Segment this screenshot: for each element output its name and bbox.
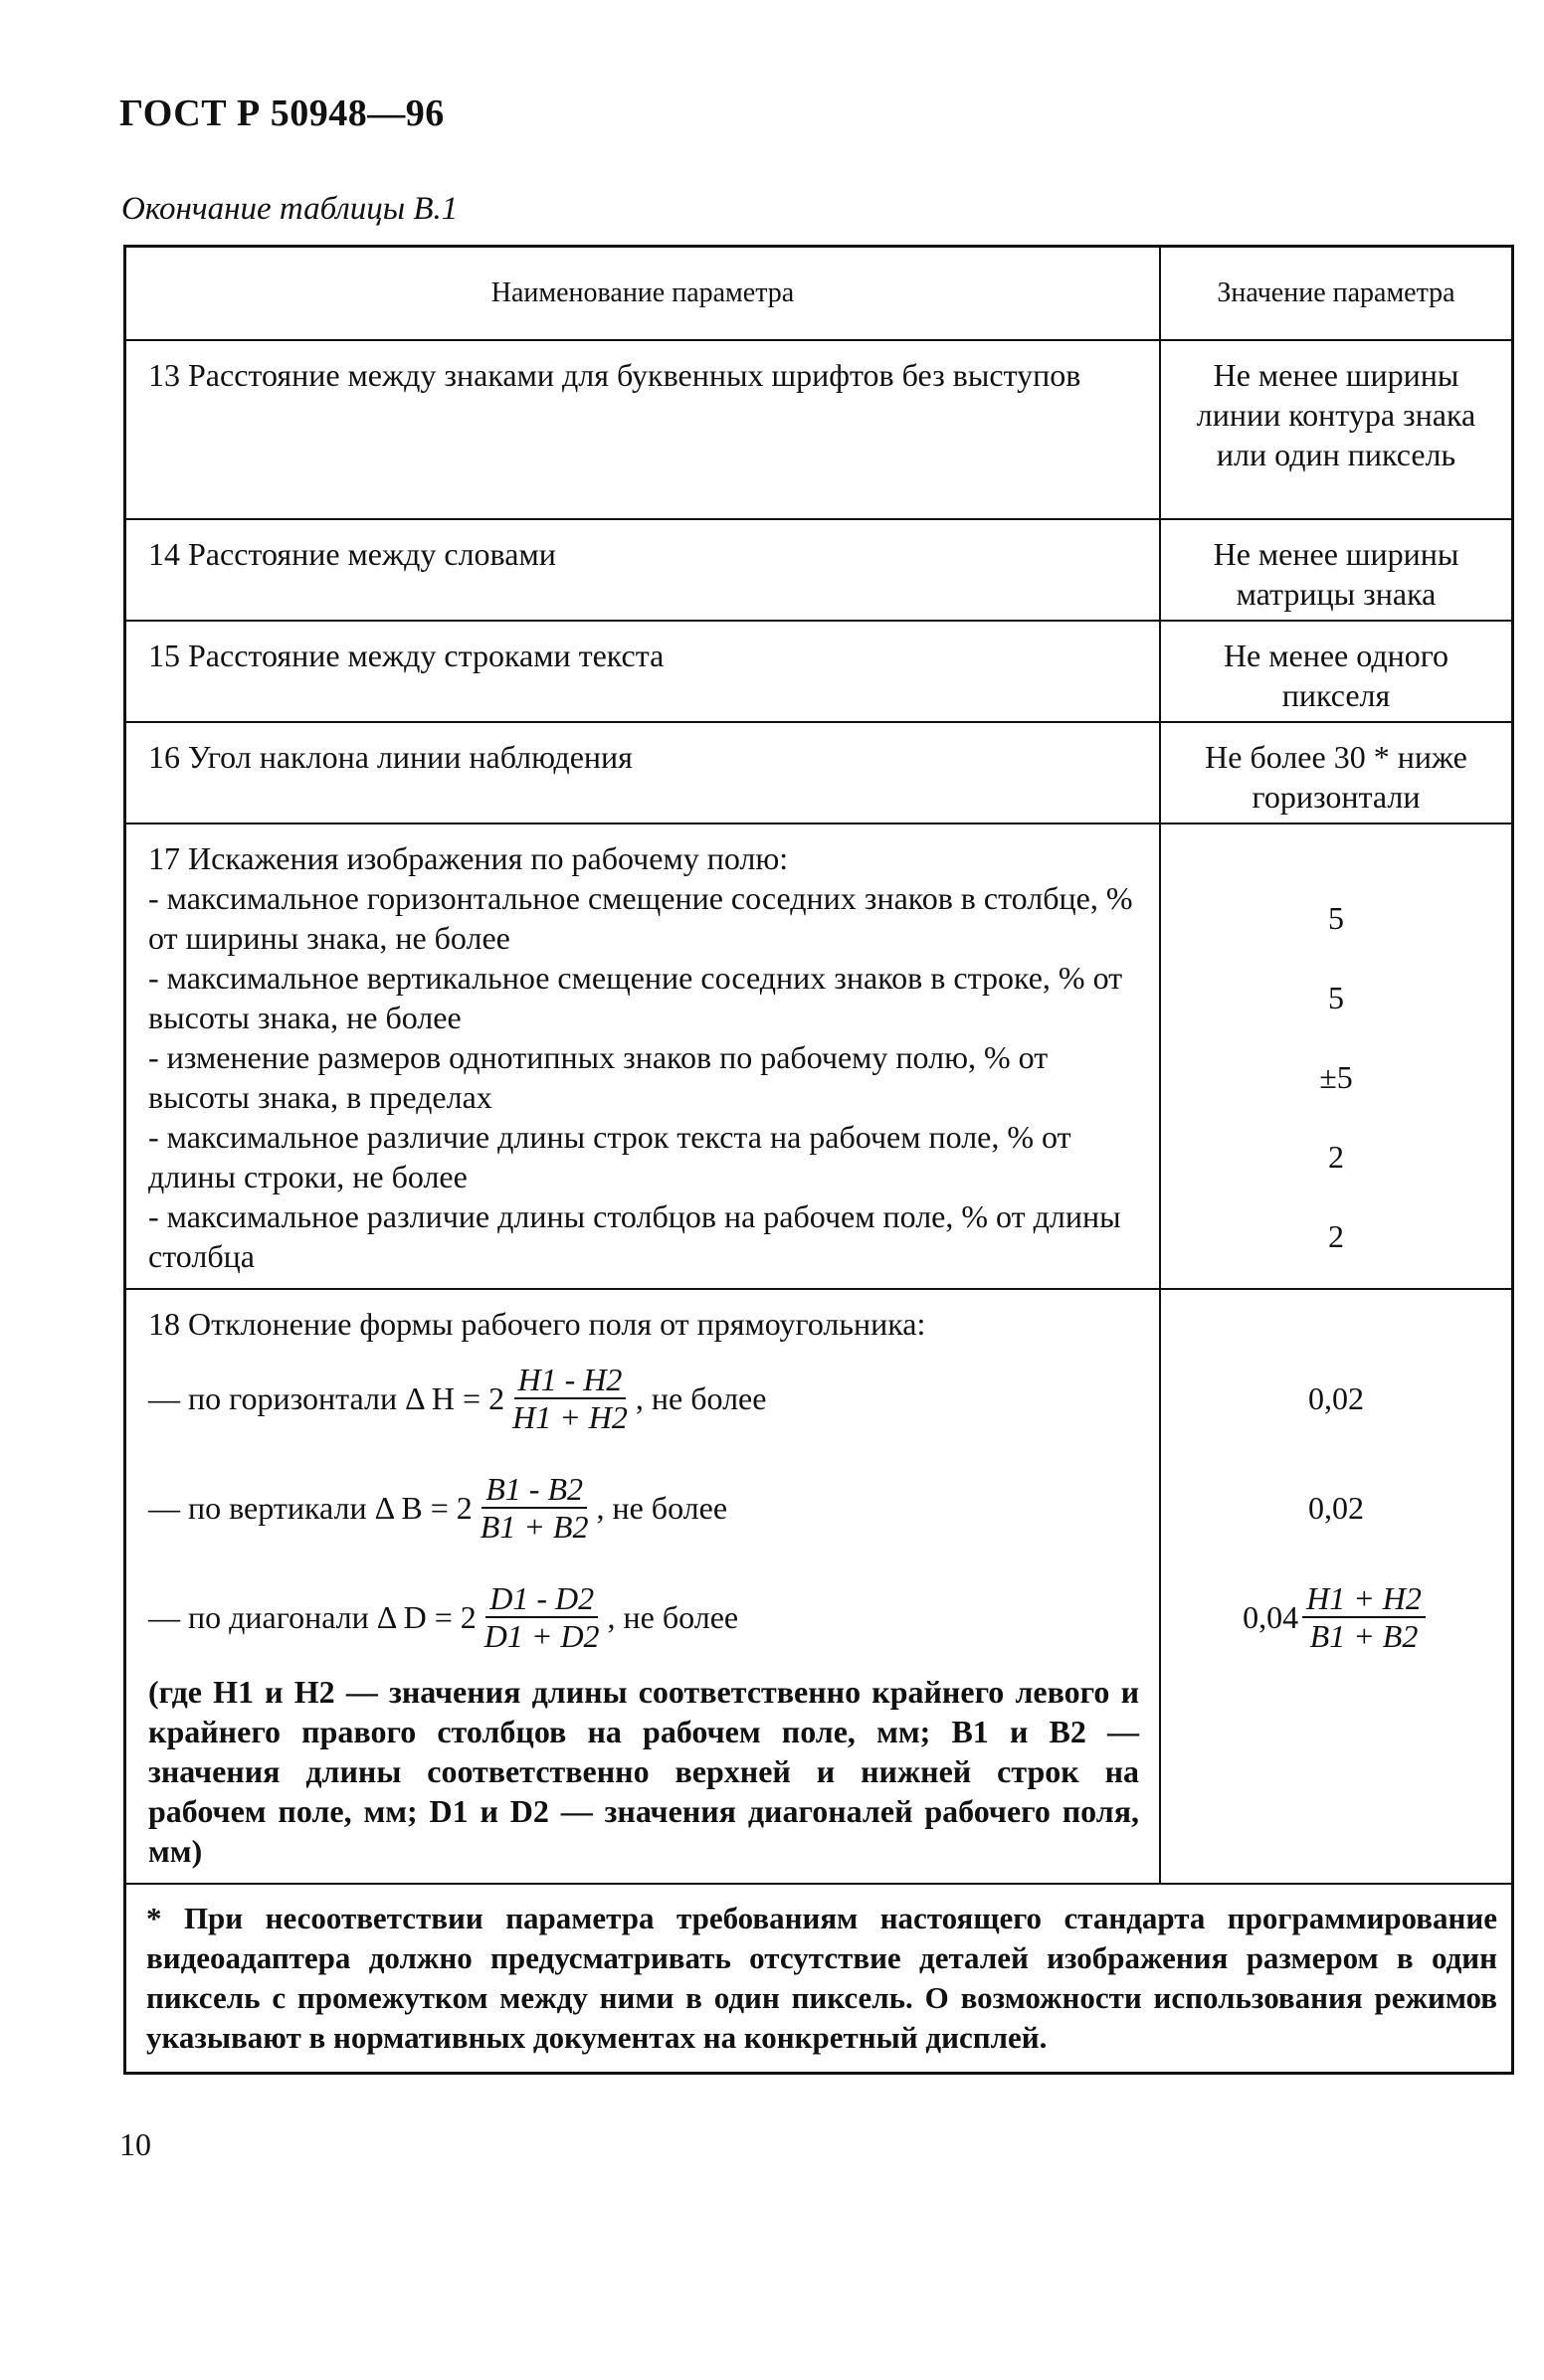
param-name: 13 Расстояние между знаками для буквенных шрифтов без выступов bbox=[126, 341, 1161, 518]
param-value: Не более 30 * ниже горизонтали bbox=[1205, 739, 1467, 815]
value-vertical: 0,02 bbox=[1308, 1490, 1364, 1526]
param-name-17 bbox=[126, 824, 1161, 1288]
table-footnote: * При несоответствии параметра требованиям настоящего стандарта программирование видеоадаптера должно предусматривать отсутствие деталей изображения размером в один пиксель с промежутком между ними в один пиксель. О возможности использования режимов указывают в нормативных документах на конкретный дисплей. bbox=[146, 1901, 1497, 2055]
fraction bbox=[508, 1362, 632, 1435]
parameters-table bbox=[123, 245, 1514, 2075]
table-row bbox=[126, 341, 1511, 520]
row17-title: 17 Искажения изображения по рабочему полю: bbox=[148, 840, 789, 876]
formula-suffix: , не более bbox=[596, 1490, 728, 1526]
table-row-18 bbox=[126, 1290, 1511, 1885]
row17-value: 2 bbox=[1328, 1218, 1344, 1254]
formula-prefix: — по горизонтали Δ H = 2 bbox=[148, 1380, 505, 1416]
fraction bbox=[1302, 1580, 1426, 1654]
formula-prefix: — по вертикали Δ B = 2 bbox=[148, 1490, 473, 1526]
value-horizontal: 0,02 bbox=[1308, 1380, 1364, 1416]
row17-item: - максимальное вертикальное смещение соседних знаков в строке, % от высоты знака, не более bbox=[148, 960, 1123, 1035]
row17-item: - максимальное различие длины столбцов на рабочем поле, % от длины столбца bbox=[148, 1198, 1121, 1274]
row18-title: 18 Отклонение формы рабочего поля от прямоугольника: bbox=[148, 1306, 926, 1342]
param-value: Не менее ширины линии контура знака или один пиксель bbox=[1196, 357, 1476, 472]
param-value: Не менее одного пикселя bbox=[1223, 638, 1449, 713]
row17-item: - максимальное горизонтальное смещение соседних знаков в столбце, % от ширины знака, не более bbox=[148, 880, 1133, 956]
table-header-row bbox=[126, 248, 1511, 341]
fraction-numerator: H1 + H2 bbox=[1302, 1580, 1426, 1618]
param-value: Не менее ширины матрицы знака bbox=[1213, 536, 1459, 612]
fraction bbox=[481, 1580, 604, 1654]
param-name: 16 Угол наклона линии наблюдения bbox=[126, 723, 1161, 823]
row18-note: (где H1 и H2 — значения длины соответственно крайнего левого и крайнего правого столбцов на рабочем поле, мм; B1 и B2 — значения длины соответственно верхней и нижней строк на рабочем поле, мм; D1 и D2 — значения диагоналей рабочего поля, мм) bbox=[148, 1674, 1139, 1869]
value-prefix: 0,04 bbox=[1243, 1599, 1299, 1635]
formula-horizontal bbox=[148, 1344, 1139, 1453]
fraction-numerator: D1 - D2 bbox=[485, 1580, 598, 1618]
column-header-value: Значение параметра bbox=[1217, 277, 1455, 308]
row17-value: 2 bbox=[1328, 1139, 1344, 1175]
value-diagonal bbox=[1169, 1562, 1503, 1672]
page-number: 10 bbox=[119, 2126, 151, 2162]
row17-value: 5 bbox=[1328, 980, 1344, 1015]
table-row bbox=[126, 622, 1511, 723]
table-continuation-caption: Окончание таблицы В.1 bbox=[121, 191, 459, 227]
fraction-denominator: B1 + B2 bbox=[480, 1509, 589, 1545]
param-name-18 bbox=[126, 1290, 1161, 1883]
row17-item: - изменение размеров однотипных знаков по рабочему полю, % от высоты знака, в пределах bbox=[148, 1039, 1049, 1115]
fraction-denominator: B1 + B2 bbox=[1309, 1618, 1419, 1654]
table-row bbox=[126, 723, 1511, 824]
table-row bbox=[126, 520, 1511, 622]
formula-diagonal bbox=[148, 1562, 1139, 1672]
fraction bbox=[477, 1471, 593, 1545]
param-name: 14 Расстояние между словами bbox=[126, 520, 1161, 620]
formula-prefix: — по диагонали Δ D = 2 bbox=[148, 1599, 477, 1635]
table-footnote-row bbox=[126, 1885, 1511, 2072]
fraction-denominator: H1 + H2 bbox=[512, 1399, 628, 1435]
formula-suffix: , не более bbox=[607, 1599, 739, 1635]
param-value-17 bbox=[1161, 824, 1511, 1288]
formula-suffix: , не более bbox=[635, 1380, 767, 1416]
fraction-numerator: H1 - H2 bbox=[514, 1362, 627, 1399]
param-name: 15 Расстояние между строками текста bbox=[126, 622, 1161, 721]
row17-value: ±5 bbox=[1319, 1059, 1353, 1095]
row17-item: - максимальное различие длины строк текста на рабочем поле, % от длины строки, не более bbox=[148, 1119, 1071, 1194]
formula-vertical bbox=[148, 1453, 1139, 1562]
column-header-name: Наименование параметра bbox=[126, 248, 1161, 339]
fraction-numerator: B1 - B2 bbox=[482, 1471, 587, 1509]
document-header: ГОСТ Р 50948—96 bbox=[119, 92, 445, 134]
row17-value: 5 bbox=[1328, 900, 1344, 936]
param-value-18 bbox=[1161, 1290, 1511, 1883]
fraction-denominator: D1 + D2 bbox=[483, 1618, 600, 1654]
table-row-17 bbox=[126, 824, 1511, 1290]
